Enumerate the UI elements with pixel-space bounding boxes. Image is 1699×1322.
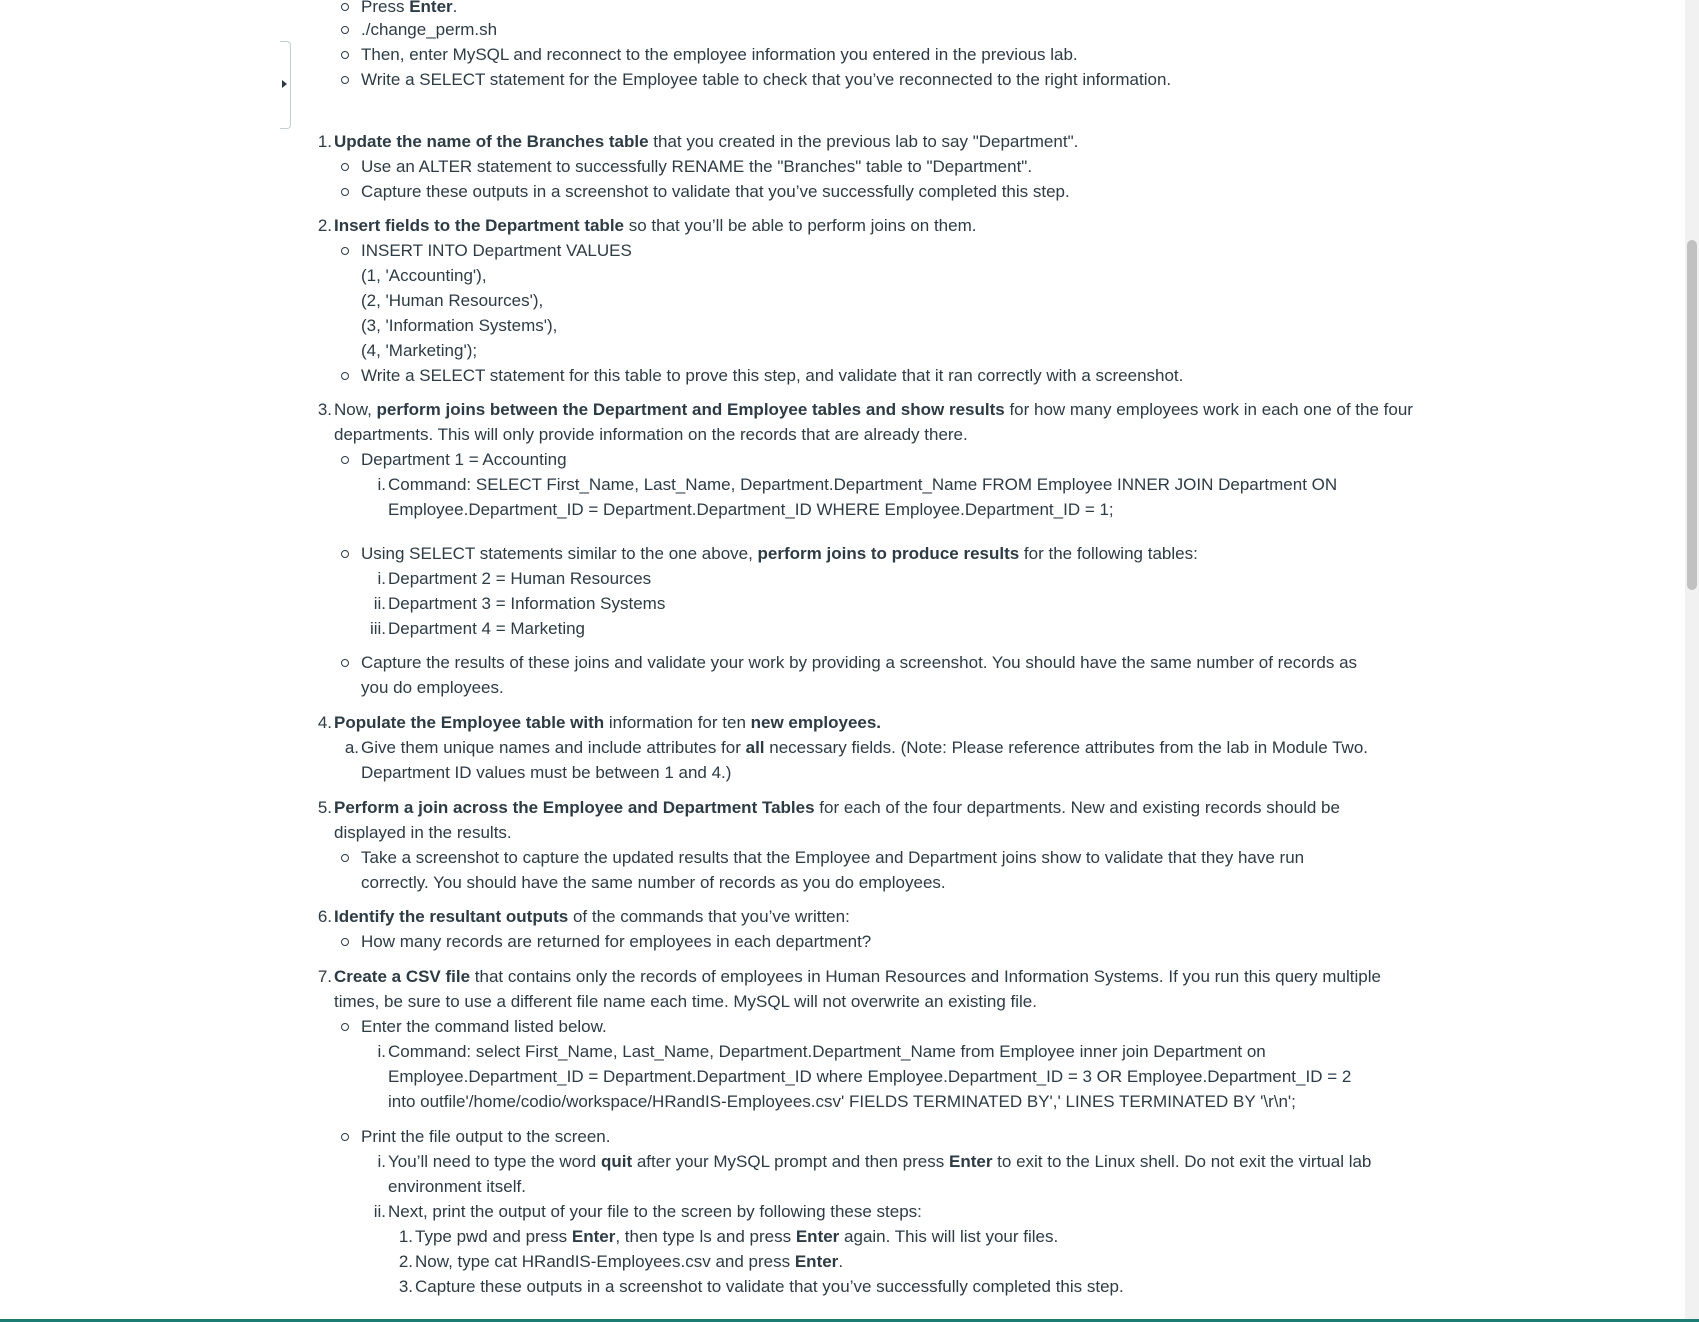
text-line [388, 591, 665, 616]
line-text: Capture the results of these joins and validate your work by providing a screenshot. You should have the same number of records as [361, 653, 1358, 672]
text-line [388, 1064, 1351, 1089]
text-line [334, 964, 1381, 989]
text-line [334, 397, 1413, 422]
bold-text: perform joins to produce results [757, 544, 1020, 563]
line-text: that contains only the records of employees in Human Resources and Information Systems. If you run this query multiple [470, 967, 1381, 986]
text-line [361, 760, 731, 785]
list-marker: 6. [317, 907, 332, 926]
bullet-icon [341, 456, 349, 464]
line-text: Enter the command listed below. [361, 1017, 607, 1036]
text-line [388, 566, 651, 591]
text-line [361, 929, 871, 954]
bold-text: Update the name of the Branches table [334, 132, 649, 151]
line-text: , then type ls and press [615, 1227, 796, 1246]
line-text: INSERT INTO Department VALUES [361, 241, 632, 260]
line-text: Print the file output to the screen. [361, 1127, 611, 1146]
bullet-icon [341, 26, 349, 34]
bold-text: quit [600, 1152, 633, 1171]
text-line [361, 179, 1070, 204]
line-text: to exit to the Linux shell. Do not exit the virtual lab [992, 1152, 1372, 1171]
text-line [361, 845, 1304, 870]
text-line [361, 870, 946, 895]
list-marker: 3. [317, 400, 332, 419]
text-line [388, 1039, 1266, 1064]
line-text: of the commands that you’ve written: [568, 907, 850, 926]
bullet-icon [341, 51, 349, 59]
line-text: . [838, 1252, 844, 1271]
line-text: Write a SELECT statement for the Employee table to check that you’ve reconnected to the right information. [361, 70, 1172, 89]
line-text: (3, 'Information Systems'), [361, 316, 558, 335]
text-line [334, 989, 1037, 1014]
line-text: that you created in the previous lab to say "Department". [648, 132, 1079, 151]
bold-text: perform joins between the Department and Employee tables and show results [376, 400, 1005, 419]
text-line [361, 735, 1368, 760]
line-text: Now, type cat HRandIS-Employees.csv and press [415, 1252, 795, 1271]
text-line [334, 129, 1078, 154]
line-text: . [452, 0, 458, 16]
bullet-icon [341, 938, 349, 946]
list-marker: ii. [373, 594, 386, 613]
line-text: Type pwd and press [415, 1227, 572, 1246]
text-line [415, 1249, 843, 1274]
text-line [361, 650, 1357, 675]
text-line [388, 1089, 1296, 1114]
line-text: again. This will list your files. [839, 1227, 1059, 1246]
bullet-icon [341, 188, 349, 196]
list-marker: iii. [369, 619, 386, 638]
list-marker: 1. [398, 1227, 413, 1246]
line-text: Department 4 = Marketing [388, 619, 586, 638]
bullet-icon [341, 3, 349, 11]
line-text: Employee.Department_ID = Department.Department_ID WHERE Employee.Department_ID = 1; [388, 500, 1114, 519]
text-line [361, 238, 632, 263]
line-text: Command: SELECT First_Name, Last_Name, Department.Department_Name FROM Employee INNER JOIN Department ON [388, 475, 1338, 494]
line-text: Press [361, 0, 410, 16]
bold-text: new employees. [750, 713, 882, 732]
caret-right-icon [282, 80, 287, 88]
list-marker: 2. [317, 216, 332, 235]
text-line [361, 42, 1078, 67]
line-text: necessary fields. (Note: Please reference attributes from the lab in Module Two. [764, 738, 1368, 757]
bullet-icon [341, 1133, 349, 1141]
bold-text: Insert fields to the Department table [334, 216, 624, 235]
text-line [361, 675, 504, 700]
line-text: Department ID values must be between 1 and 4.) [361, 763, 732, 782]
text-line [361, 338, 477, 363]
sidebar-toggle-button[interactable] [280, 41, 291, 129]
line-text: (4, 'Marketing'); [361, 341, 478, 360]
line-text: Use an ALTER statement to successfully RENAME the "Branches" table to "Department". [361, 157, 1033, 176]
line-text: environment itself. [388, 1177, 526, 1196]
text-line [361, 447, 567, 472]
line-text: Capture these outputs in a screenshot to validate that you’ve successfully completed this step. [415, 1277, 1124, 1296]
bold-text: Enter [571, 1227, 616, 1246]
text-line [334, 422, 968, 447]
text-line [415, 1224, 1058, 1249]
list-marker: 7. [317, 967, 332, 986]
text-line [334, 213, 976, 238]
line-text: Next, print the output of your file to the screen by following these steps: [388, 1202, 922, 1221]
line-text: so that you’ll be able to perform joins on them. [624, 216, 977, 235]
bullet-icon [341, 163, 349, 171]
line-text: Then, enter MySQL and reconnect to the employee information you entered in the previous lab. [361, 45, 1078, 64]
text-line [334, 904, 850, 929]
text-line [334, 710, 881, 735]
line-text: information for ten [604, 713, 751, 732]
bold-text: Populate the Employee table with [334, 713, 605, 732]
line-text: correctly. You should have the same number of records as you do employees. [361, 873, 946, 892]
text-line [361, 288, 543, 313]
bullet-icon [341, 550, 349, 558]
text-line [361, 313, 557, 338]
text-line [415, 1274, 1124, 1299]
list-marker: ii. [373, 1202, 386, 1221]
line-text: (1, 'Accounting'), [361, 266, 487, 285]
line-text: for how many employees work in each one of the four [1004, 400, 1413, 419]
line-text: Write a SELECT statement for this table to prove this step, and validate that it ran correctly with a screenshot. [361, 366, 1184, 385]
text-line [361, 67, 1171, 92]
bold-text: all [745, 738, 765, 757]
list-marker: i. [377, 475, 386, 494]
line-text: (2, 'Human Resources'), [361, 291, 544, 310]
line-text: ./change_perm.sh [361, 20, 498, 39]
line-text: Capture these outputs in a screenshot to validate that you’ve successfully completed this step. [361, 182, 1070, 201]
bold-text: Create a CSV file [334, 967, 471, 986]
bold-text: Enter [948, 1152, 993, 1171]
line-text: Using SELECT statements similar to the one above, [361, 544, 758, 563]
line-text: Take a screenshot to capture the updated results that the Employee and Department joins show to validate that they have run [361, 848, 1305, 867]
text-line [388, 1174, 526, 1199]
line-text: Command: select First_Name, Last_Name, Department.Department_Name from Employee inner join Department on [388, 1042, 1266, 1061]
list-marker: 5. [317, 798, 332, 817]
line-text: for each of the four departments. New and existing records should be [814, 798, 1340, 817]
list-marker: 1. [317, 132, 332, 151]
list-marker: i. [377, 569, 386, 588]
list-marker: i. [377, 1042, 386, 1061]
scrollbar-thumb[interactable] [1687, 240, 1697, 590]
text-line [334, 820, 512, 845]
text-line [361, 263, 487, 288]
text-line [361, 541, 1198, 566]
line-text: Department 3 = Information Systems [388, 594, 666, 613]
line-text: after your MySQL prompt and then press [632, 1152, 949, 1171]
text-line [361, 1014, 607, 1039]
line-text: departments. This will only provide information on the records that are already there. [334, 425, 968, 444]
text-line [361, 154, 1032, 179]
list-marker: i. [377, 1152, 386, 1171]
bullet-icon [341, 854, 349, 862]
line-text: Department 2 = Human Resources [388, 569, 652, 588]
bullet-icon [341, 372, 349, 380]
line-text: Now, [334, 400, 377, 419]
scrollbar[interactable] [1685, 0, 1699, 1322]
bold-text: Perform a join across the Employee and Department Tables [334, 798, 815, 817]
text-line [334, 795, 1340, 820]
line-text: times, be sure to use a different file name each time. MySQL will not overwrite an existing file. [334, 992, 1037, 1011]
text-line [361, 1124, 610, 1149]
text-line [388, 1149, 1371, 1174]
list-marker: 4. [317, 713, 332, 732]
bold-text: Identify the resultant outputs [334, 907, 569, 926]
bold-text: Enter [794, 1252, 839, 1271]
text-line [388, 1199, 922, 1224]
bullet-icon [341, 1023, 349, 1031]
list-marker: 2. [398, 1252, 413, 1271]
line-text: Department 1 = Accounting [361, 450, 567, 469]
line-text: Give them unique names and include attributes for [361, 738, 746, 757]
bullet-icon [341, 76, 349, 84]
line-text: You’ll need to type the word [388, 1152, 601, 1171]
line-text: displayed in the results. [334, 823, 512, 842]
list-marker: 3. [398, 1277, 413, 1296]
line-text: you do employees. [361, 678, 504, 697]
line-text: How many records are returned for employees in each department? [361, 932, 872, 951]
text-line [361, 17, 497, 42]
text-line [361, 363, 1183, 388]
bold-text: Enter [795, 1227, 840, 1246]
list-marker: a. [344, 738, 359, 757]
line-text: Employee.Department_ID = Department.Department_ID where Employee.Department_ID = 3 OR Employee.Department_ID = 2 [388, 1067, 1352, 1086]
text-line [388, 497, 1114, 522]
line-text: for the following tables: [1019, 544, 1198, 563]
bold-text: Enter [409, 0, 453, 16]
text-line [388, 616, 585, 641]
text-line [388, 472, 1337, 497]
bullet-icon [341, 247, 349, 255]
line-text: into outfile'/home/codio/workspace/HRandIS-Employees.csv' FIELDS TERMINATED BY',' LINES TERMINATED BY '\r\n'; [388, 1092, 1296, 1111]
bullet-icon [341, 659, 349, 667]
